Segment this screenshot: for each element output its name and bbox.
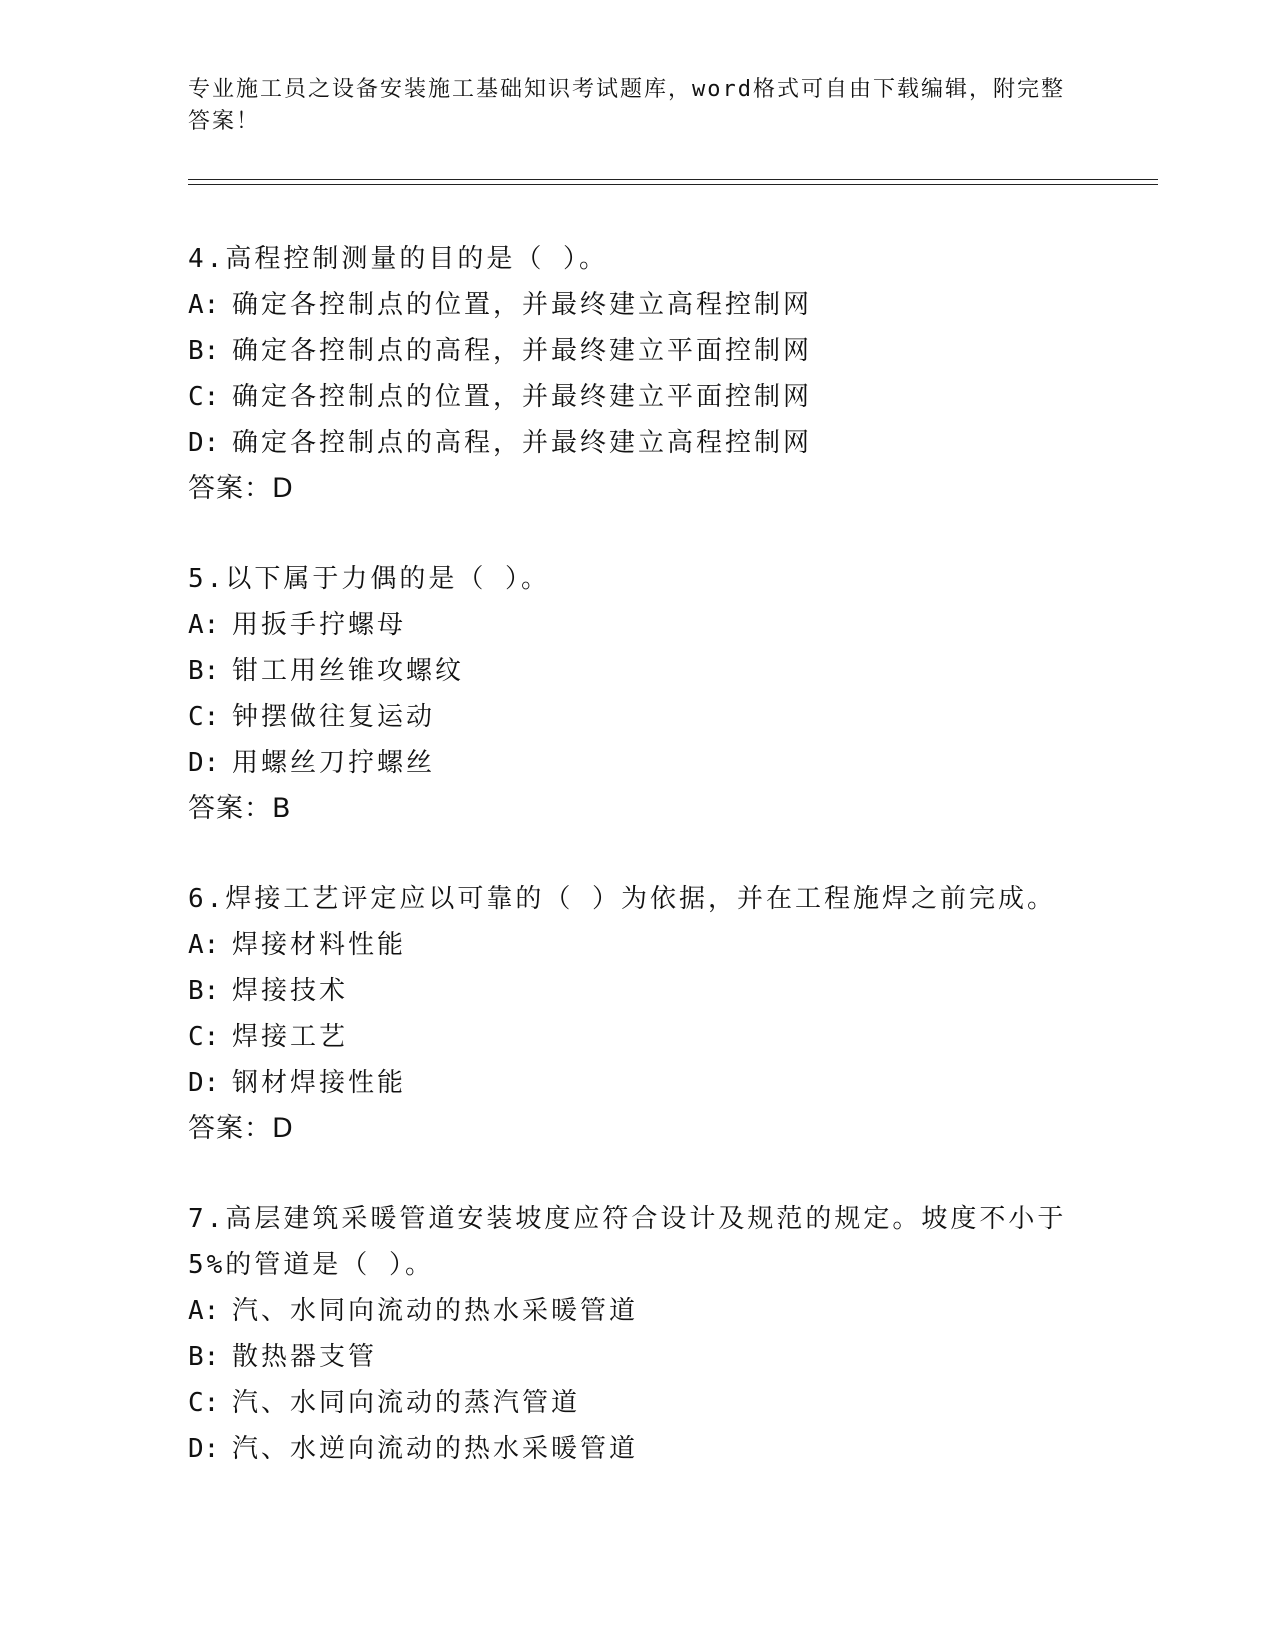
option-letter: A:: [188, 290, 220, 320]
answer-line: 答案：D: [188, 473, 294, 504]
option-text: 汽、水逆向流动的热水采暖管道: [232, 1434, 639, 1464]
header-text: 专业施工员之设备安装施工基础知识考试题库，word格式可自由下载编辑，附完整答案！: [188, 77, 1065, 134]
option-text: 钢材焊接性能: [232, 1068, 407, 1098]
document-header: [188, 74, 1068, 138]
option-a: [188, 282, 1088, 328]
option-letter: B:: [188, 1342, 220, 1372]
answer-line: 答案：D: [188, 1113, 294, 1144]
option-d: [188, 420, 1088, 466]
option-c: [188, 694, 1088, 740]
header-divider-top: [188, 179, 1158, 180]
question-stem: 以下属于力偶的是（ ）。: [225, 564, 550, 594]
option-text: 焊接技术: [232, 976, 349, 1006]
option-a: [188, 602, 1088, 648]
option-text: 钟摆做往复运动: [232, 702, 436, 732]
option-letter: C:: [188, 1388, 220, 1418]
option-text: 焊接工艺: [232, 1022, 349, 1052]
question-7: [188, 1196, 1088, 1472]
option-letter: B:: [188, 976, 220, 1006]
option-d: [188, 1426, 1088, 1472]
option-text: 确定各控制点的位置，并最终建立高程控制网: [232, 290, 813, 320]
option-d: [188, 1060, 1088, 1106]
option-letter: B:: [188, 656, 220, 686]
question-stem: 高层建筑采暖管道安装坡度应符合设计及规范的规定。坡度不小于5%的管道是（ ）。: [188, 1204, 1067, 1280]
option-c: [188, 1380, 1088, 1426]
option-text: 确定各控制点的高程，并最终建立高程控制网: [232, 428, 813, 458]
header-divider-bottom: [188, 184, 1158, 185]
option-letter: A:: [188, 610, 220, 640]
option-text: 用螺丝刀拧螺丝: [232, 748, 436, 778]
question-text: [188, 556, 1088, 602]
option-letter: C:: [188, 1022, 220, 1052]
option-c: [188, 1014, 1088, 1060]
option-letter: A:: [188, 1296, 220, 1326]
question-number: 7.: [188, 1204, 226, 1234]
option-letter: A:: [188, 930, 220, 960]
option-text: 用扳手拧螺母: [232, 610, 407, 640]
option-text: 钳工用丝锥攻螺纹: [232, 656, 465, 686]
question-number: 6.: [188, 884, 226, 914]
question-6: [188, 876, 1088, 1152]
question-list: [188, 236, 1088, 1516]
question-text: [188, 876, 1088, 922]
option-a: [188, 1288, 1088, 1334]
question-text: [188, 1196, 1088, 1288]
option-text: 汽、水同向流动的蒸汽管道: [232, 1388, 581, 1418]
option-text: 散热器支管: [232, 1342, 378, 1372]
question-stem: 高程控制测量的目的是（ ）。: [225, 244, 608, 274]
option-letter: D:: [188, 428, 220, 458]
question-stem: 焊接工艺评定应以可靠的（ ）为依据，并在工程施焊之前完成。: [225, 884, 1056, 914]
question-number: 4.: [188, 244, 226, 274]
option-text: 焊接材料性能: [232, 930, 407, 960]
option-letter: D:: [188, 1068, 220, 1098]
question-4: [188, 236, 1088, 512]
option-text: 汽、水同向流动的热水采暖管道: [232, 1296, 639, 1326]
question-text: [188, 236, 1088, 282]
option-b: [188, 1334, 1088, 1380]
option-c: [188, 374, 1088, 420]
option-d: [188, 740, 1088, 786]
option-letter: B:: [188, 336, 220, 366]
option-letter: C:: [188, 702, 220, 732]
question-number: 5.: [188, 564, 226, 594]
question-5: [188, 556, 1088, 832]
option-letter: D:: [188, 748, 220, 778]
answer-line: 答案：B: [188, 793, 292, 824]
option-b: [188, 328, 1088, 374]
option-b: [188, 648, 1088, 694]
option-a: [188, 922, 1088, 968]
option-text: 确定各控制点的位置，并最终建立平面控制网: [232, 382, 813, 412]
option-letter: D:: [188, 1434, 220, 1464]
option-letter: C:: [188, 382, 220, 412]
option-b: [188, 968, 1088, 1014]
option-text: 确定各控制点的高程，并最终建立平面控制网: [232, 336, 813, 366]
